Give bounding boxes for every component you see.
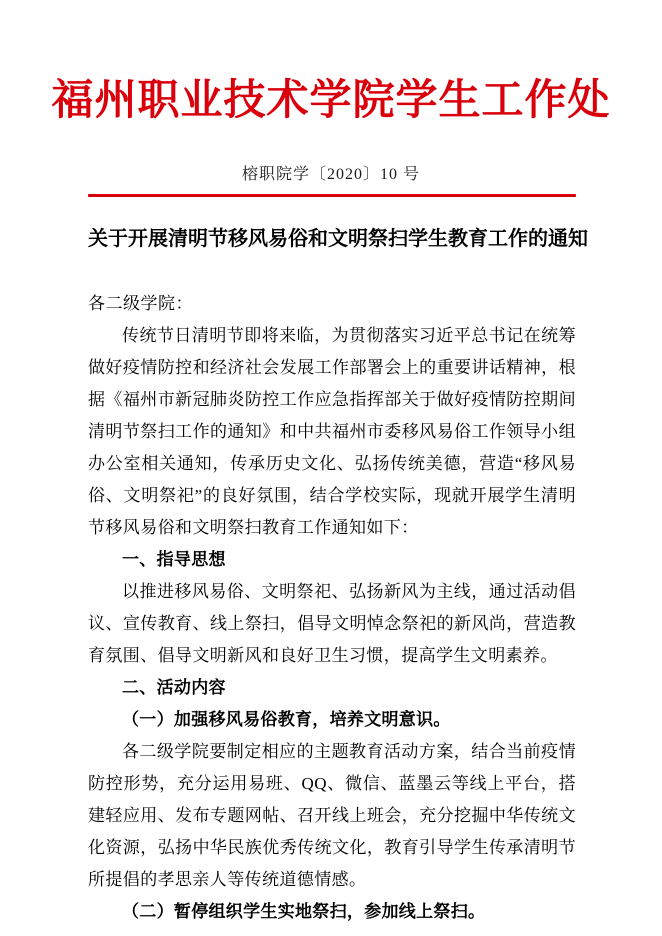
content-blocks	[88, 320, 576, 928]
salutation: 各二级学院：	[88, 294, 193, 313]
section-heading: 二、活动内容	[122, 678, 226, 697]
subsection-heading: （二）暂停组织学生实地祭扫，参加线上祭扫。	[122, 902, 486, 921]
letterhead	[0, 74, 662, 128]
body-paragraph: 各二级学院要制定相应的主题教育活动方案，结合当前疫情防控形势，充分运用易班、QQ、微信、蓝墨云等线上平台，搭建轻应用、发布专题网帖、召开线上班会，充分挖掘中华传统文化资源，弘扬中华民族优秀传统文化，教育引导学生传承清明节所提倡的孝思亲人等传统道德情感。	[88, 742, 576, 889]
letterhead-organization-title: 福州职业技术学院学生工作处	[51, 78, 611, 124]
red-divider-rule	[88, 194, 576, 197]
document-body	[88, 214, 588, 928]
body-paragraph: 以推进移风易俗、文明祭祀、弘扬新风为主线，通过活动倡议、宣传教育、线上祭扫，倡导文明悼念祭祀的新风尚，营造教育氛围、倡导文明新风和良好卫生习惯，提高学生文明素养。	[88, 582, 576, 665]
body-paragraph: 传统节日清明节即将来临，为贯彻落实习近平总书记在统筹做好疫情防控和经济社会发展工作部署会上的重要讲话精神，根据《福州市新冠肺炎防控工作应急指挥部关于做好疫情防控期间清明节祭扫工作的通知》和中共福州市委移风易俗工作领导小组办公室相关通知，传承历史文化、弘扬传统美德，营造“移风易俗、文明祭祀”的良好氛围，结合学校实际，现就开展学生清明节移风易俗和文明祭扫教育工作通知如下：	[88, 326, 576, 537]
section-heading: 一、指导思想	[122, 550, 226, 569]
document-number: 榕职院学〔2020〕10 号	[241, 166, 420, 183]
subsection-heading: （一）加强移风易俗教育，培养文明意识。	[122, 710, 451, 729]
document-title: 关于开展清明节移风易俗和文明祭扫学生教育工作的通知	[88, 228, 588, 250]
